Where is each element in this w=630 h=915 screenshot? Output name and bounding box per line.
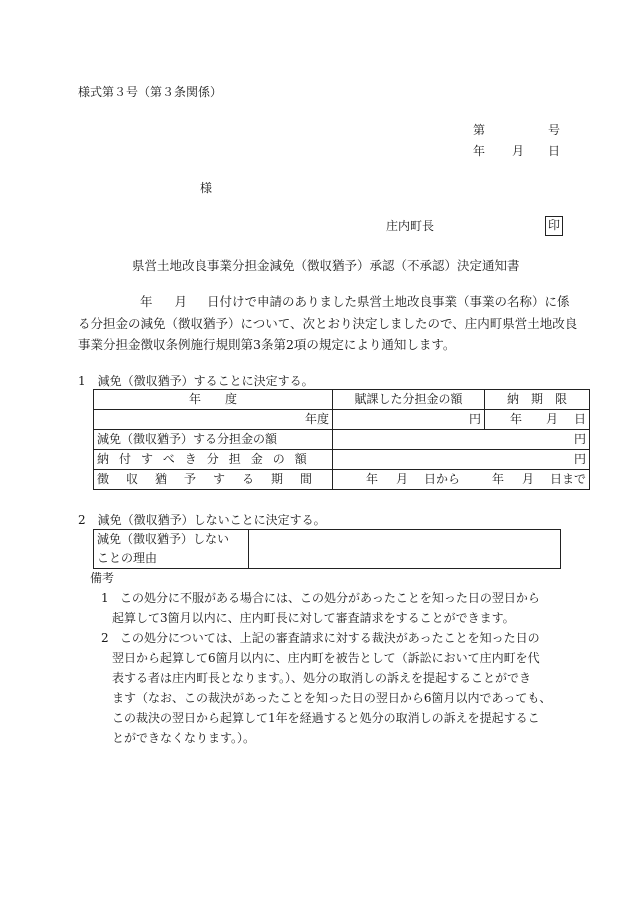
period-to-year: 年 [492, 472, 505, 486]
intro-year: 年 [140, 294, 153, 309]
table-row [94, 470, 590, 490]
note2-line-4: ます（なお、この裁決があったことを知った日の翌日から6箇月以内であっても、 [112, 691, 552, 705]
note1-line-2: 起算して3箇月以内に、庄内町長に対して審査請求をすることができます。 [112, 611, 515, 625]
table-row [94, 450, 590, 470]
row-label-reduction-amount: 減免（徴収猶予）する分担金の額 [94, 430, 333, 450]
intro-month: 月 [174, 294, 188, 309]
table-row [94, 430, 590, 450]
date-year: 年 [473, 144, 486, 158]
reason-label [94, 530, 249, 569]
cell-fiscal-year: 年度 [94, 410, 333, 430]
row-label-deferral-period: 徴収猶予する期間 [94, 470, 333, 490]
note1-line-1: この処分に不服がある場合には、この処分があったことを知った日の翌日から [120, 591, 540, 605]
header-deadline: 納 期 限 [485, 390, 590, 410]
issuer-name: 庄内町長 [386, 219, 435, 233]
deadline-year: 年 [509, 412, 522, 426]
section1-heading: 1 減免（徴収猶予）することに決定する。 [78, 374, 314, 388]
date-month: 月 [512, 144, 525, 158]
date-day: 日 [548, 144, 561, 158]
addressee-suffix: 様 [200, 181, 213, 195]
remarks-heading: 備考 [90, 571, 115, 585]
deadline-day: 日 [573, 412, 586, 426]
period-from-day: 日から [424, 472, 461, 486]
period-to-month: 月 [522, 472, 535, 486]
header-assessed-amount: 賦課した分担金の額 [333, 390, 485, 410]
cell-assessed-yen: 円 [333, 410, 485, 430]
intro-line-1 [78, 296, 570, 309]
section2-heading: 2 減免（徴収猶予）しないことに決定する。 [78, 513, 326, 527]
seal-stamp: 印 [545, 216, 563, 236]
document-title: 県営土地改良事業分担金減免（徴収猶予）承認（不承認）決定通知書 [132, 258, 520, 273]
deadline-month: 月 [545, 412, 558, 426]
header-fiscal-year: 年 度 [94, 390, 333, 410]
note2-line-5: この裁決の翌日から起算して1年を経過すると処分の取消しの訴えを提起するこ [112, 711, 540, 725]
note2-line-6: とができなくなります。）。 [112, 731, 256, 745]
note1-number: 1 [101, 591, 109, 605]
rejection-reason-table [93, 529, 561, 569]
reduction-table [93, 389, 590, 490]
intro-rest: 日付けで申請のありました県営土地改良事業（事業の名称）に係 [207, 294, 570, 309]
note2-number: 2 [101, 631, 109, 645]
cell-reduction-yen: 円 [333, 430, 590, 450]
note2-line-2: 翌日から起算して6箇月以内に、庄内町を被告として（訴訟において庄内町を代 [112, 651, 540, 665]
row-label-payable-amount: 納付すべき分担金の額 [94, 450, 333, 470]
table-row [94, 530, 561, 569]
cell-payable-yen: 円 [333, 450, 590, 470]
doc-number-suffix: 号 [548, 123, 561, 137]
reason-value [248, 530, 560, 569]
reason-label-line-2: ことの理由 [97, 551, 158, 565]
cell-deadline-date [485, 410, 590, 430]
table-row [94, 390, 590, 410]
note2-line-1: この処分については、上記の審査請求に対する裁決があったことを知った日の [120, 631, 540, 645]
period-to-day: 日まで [550, 472, 587, 486]
reason-label-line-1: 減免（徴収猶予）しない [97, 532, 230, 546]
intro-line-2: る分担金の減免（徴収猶予）について、次とおり決定しましたので、庄内町県営土地改良 [78, 316, 578, 331]
form-label: 様式第３号（第３条関係） [78, 85, 223, 99]
period-from-month: 月 [396, 472, 409, 486]
note2-line-3: 表する者は庄内町長となります。）、処分の取消しの訴えを提起することができ [112, 671, 532, 685]
intro-line-3: 事業分担金徴収条例施行規則第3条第2項の規定により通知します。 [78, 337, 456, 352]
cell-deferral-period [333, 470, 590, 490]
doc-number-prefix: 第 [473, 123, 486, 137]
table-row [94, 410, 590, 430]
period-from-year: 年 [366, 472, 379, 486]
